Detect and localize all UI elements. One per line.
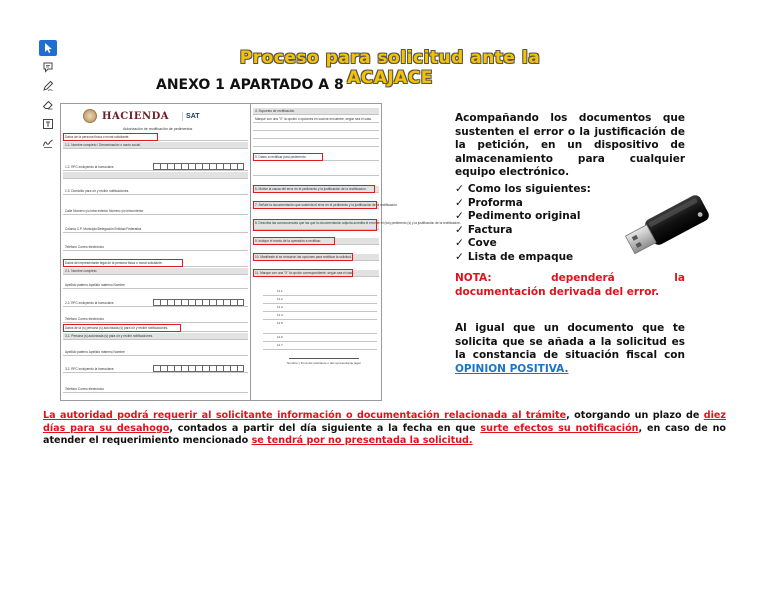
highlight-box bbox=[253, 201, 398, 209]
list-item: ✓ Cove bbox=[455, 237, 497, 249]
highlight-box bbox=[253, 253, 353, 261]
list-item: ✓ Lista de empaque bbox=[455, 250, 574, 263]
form-row: 1.1. Nombre completo / Denominación o razón social. bbox=[63, 142, 248, 149]
annotation-toolbar bbox=[37, 40, 59, 152]
form-row: 1.3. Domicilio para oír y recibir notificaciones. bbox=[63, 188, 248, 195]
emblem-icon bbox=[83, 109, 97, 123]
table-row: 11.7 bbox=[263, 342, 377, 350]
form-row: 10. Manifieste si se revisaron las opciones para rectificar la solicitud. bbox=[253, 254, 379, 261]
list-item: ✓ Proforma bbox=[455, 196, 523, 209]
note-part: , en caso de no atender el requerimiento mencionado bbox=[43, 422, 726, 446]
form-row: 3.1. Persona (s) autorizada (s) para oír y recibir notificaciones. bbox=[63, 333, 248, 340]
form-row: 8. Describa las consecuencias que las que la documentación adjunta acredita el error en el (los) pedimento (s) y la justificación de la rectificación. bbox=[253, 220, 379, 230]
slide-subtitle: ANEXO 1 APARTADO A 8 bbox=[156, 77, 344, 93]
hacienda-logo bbox=[83, 108, 203, 124]
form-row bbox=[253, 132, 379, 139]
rfc-boxes bbox=[153, 365, 244, 372]
form-right-column bbox=[251, 104, 461, 400]
list-item: ✓ Como los siguientes: bbox=[455, 183, 591, 195]
description-text: Acompañando los documentos que sustenten el error o la justificación de la petición, en un dispositivo de almacenamiento para cualquier equipo electrónico. bbox=[455, 112, 685, 178]
form-caption: Autorización de rectificación de pedimentos bbox=[123, 127, 193, 131]
form-row: 6. Motive la causa del error en el pedimento y la justificación de la rectificación. bbox=[253, 186, 379, 193]
slide bbox=[60, 40, 734, 460]
form-row: Teléfono Correo electrónico bbox=[63, 386, 248, 393]
form-row: Datos de la persona física o moral solicitante. bbox=[63, 134, 248, 141]
form-row: 4. Supuesto de rectificación. bbox=[253, 108, 379, 115]
slide-title: Proceso para solicitud ante la ACAJACE bbox=[239, 48, 541, 88]
form-row: 9. Indique el monto de la operación a rectificar. bbox=[253, 238, 379, 245]
form-row: Teléfono Correo electrónico bbox=[63, 244, 248, 251]
table-row: 11.1 bbox=[263, 288, 377, 296]
form-row bbox=[63, 172, 248, 179]
hacienda-wordmark: HACIENDA bbox=[102, 110, 170, 122]
table-row: 11.5 bbox=[263, 320, 377, 334]
form-row bbox=[253, 140, 379, 147]
note-part: diez días para su desahogo bbox=[43, 410, 726, 434]
highlight-box bbox=[63, 324, 181, 332]
comment-icon[interactable] bbox=[39, 59, 57, 75]
form-row: Calle Número y/o letra exterior Número y/o letra interior bbox=[63, 208, 248, 215]
form-row: 11. Marque con una "X" la opción correspondiente, según sea el caso. bbox=[253, 270, 379, 277]
form-row: 5. Datos a rectificar para pedimento. bbox=[253, 154, 379, 161]
highlight-box bbox=[253, 185, 375, 193]
form-row bbox=[253, 162, 379, 176]
highlight-box bbox=[253, 219, 377, 231]
form-row bbox=[253, 124, 379, 131]
pen-icon[interactable] bbox=[39, 78, 57, 94]
form-row: 3.2. RFC incluyendo la homoclave. bbox=[63, 366, 248, 373]
list-item: ✓ Factura bbox=[455, 223, 513, 236]
form-row: Marque con una "X" la opción o opciones en cual se encuentre, según sea el caso. bbox=[253, 116, 379, 123]
usb-drive-image bbox=[616, 176, 731, 266]
form-row: Apellido paterno Apellido materno Nombre bbox=[63, 282, 248, 289]
note-text bbox=[455, 272, 685, 299]
table-row: 11.4 bbox=[263, 312, 377, 320]
eraser-icon[interactable] bbox=[39, 97, 57, 113]
form-row: 1.2. RFC incluyendo la homoclave. bbox=[63, 164, 248, 171]
rfc-boxes bbox=[153, 299, 244, 306]
sat-logo: SAT bbox=[182, 112, 202, 121]
table-row: 11.3 bbox=[263, 304, 377, 312]
signature-caption: Nombre y firma del solicitante o del representante legal bbox=[287, 361, 361, 365]
highlight-box bbox=[253, 237, 335, 245]
form-row: 2.1. Nombre completo. bbox=[63, 268, 248, 275]
note-part: se tendrá por no presentada la solicitud. bbox=[251, 435, 473, 446]
form-row: 2.2. RFC incluyendo la homoclave. bbox=[63, 300, 248, 307]
highlight-box bbox=[63, 133, 158, 141]
form-row: Teléfono Correo electrónico bbox=[63, 316, 248, 323]
highlight-box bbox=[253, 153, 323, 161]
authority-note bbox=[43, 410, 726, 448]
form-document-image bbox=[60, 103, 461, 401]
form-row: Colonia C.P. Municipio/Delegación Entidad Federativa bbox=[63, 226, 248, 233]
note-part: surte efectos su notificación bbox=[480, 422, 639, 434]
highlight-box bbox=[63, 259, 183, 267]
note-label: NOTA: dependerá la bbox=[455, 272, 685, 284]
signature-icon[interactable] bbox=[39, 135, 57, 151]
form-row: 7. Señale la documentación que sustenta el error en el pedimento y la justificación de la rectificación. bbox=[255, 203, 398, 207]
table-row: 11.6 bbox=[263, 334, 377, 342]
table-row: 11.2 bbox=[263, 296, 377, 304]
note-part: La autoridad podrá requerir al solicitante información o documentación relacionada al trámite bbox=[43, 410, 567, 421]
highlight-box bbox=[253, 269, 353, 277]
note-part: , otorgando un plazo de bbox=[566, 410, 704, 421]
list-item: ✓ Pedimento original bbox=[455, 210, 581, 222]
note-rest: documentación derivada del error. bbox=[455, 285, 660, 298]
signature-line bbox=[289, 358, 359, 359]
form-row: Apellido paterno Apellido materno Nombre bbox=[63, 349, 248, 356]
select-arrow-icon[interactable] bbox=[39, 40, 57, 56]
note-part: , contados a partir del día siguiente a la fecha en que bbox=[169, 422, 481, 434]
form-left-column bbox=[61, 104, 251, 400]
fiscal-status-text: Al igual que un documento que te solicita que se añada a la solicitud es la constancia de situación fiscal con OPINION POSITIVA. bbox=[455, 322, 685, 375]
opinion-positiva-link[interactable]: OPINION POSITIVA. bbox=[455, 362, 569, 375]
document-list bbox=[455, 183, 605, 264]
form-row: Datos del representante legal de la persona física o moral solicitante. bbox=[63, 260, 248, 267]
form-row: Datos de la (s) persona (s) autorizada (s) para oír y recibir notificaciones. bbox=[63, 325, 248, 332]
rfc-boxes bbox=[153, 163, 244, 170]
text-select-icon[interactable] bbox=[39, 116, 57, 132]
